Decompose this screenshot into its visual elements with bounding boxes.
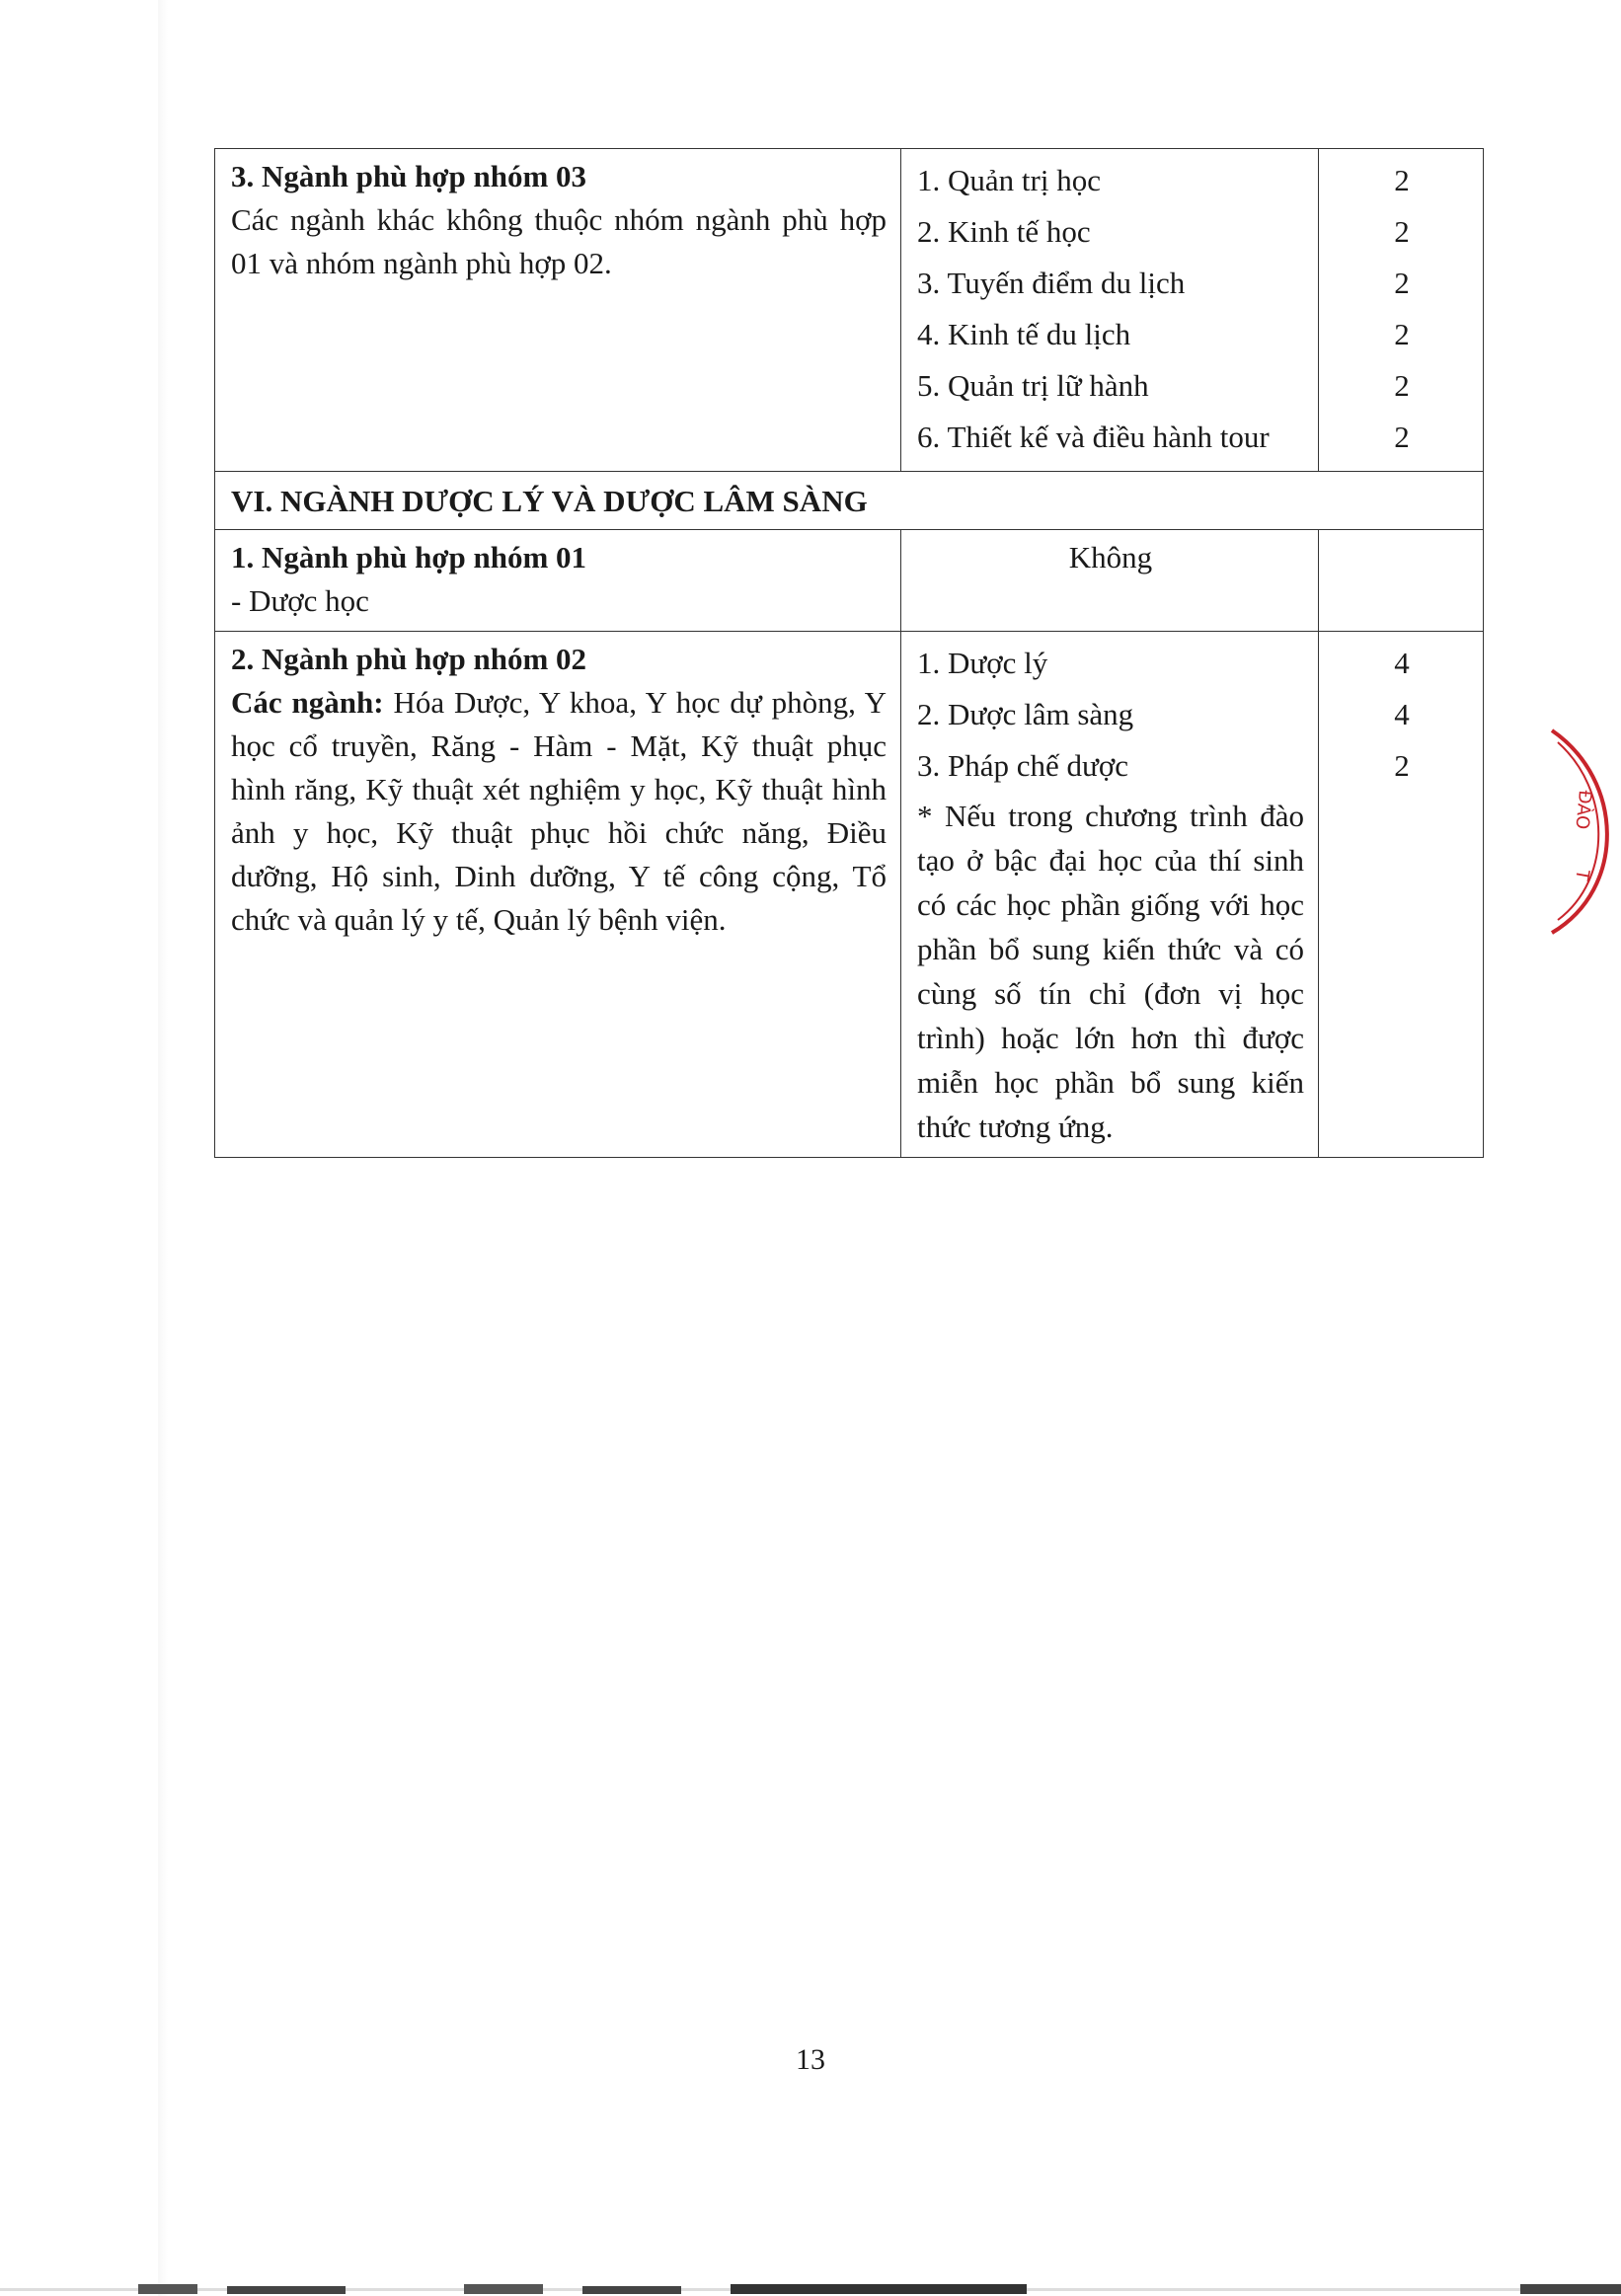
vi-group01-courses: Không (901, 530, 1319, 632)
vi-group02-title: 2. Ngành phù hợp nhóm 02 (231, 642, 587, 676)
course-requirements-table (214, 148, 1484, 1158)
credit-value: 4 (1394, 697, 1410, 731)
group03-desc: Các ngành khác không thuộc nhóm ngành phù hợp 01 và nhóm ngành phù hợp 02. (231, 202, 887, 280)
vi-group02-credits (1319, 632, 1484, 1158)
credit-value: 2 (1394, 420, 1410, 454)
credit-value: 2 (1394, 368, 1410, 403)
vi-group01-item: - Dược học (231, 583, 369, 618)
page-edge-shadow (158, 0, 168, 2296)
table-row (215, 530, 1484, 632)
table-row (215, 632, 1484, 1158)
group03-cell (215, 149, 901, 472)
credit-value: 2 (1394, 317, 1410, 351)
svg-text:ĐÀO: ĐÀO (1571, 789, 1595, 831)
course-item: 4. Kinh tế du lịch (917, 317, 1131, 351)
group03-credits (1319, 149, 1484, 472)
svg-text:T: T (1571, 868, 1593, 882)
section-vi-title: VI. NGÀNH DƯỢC LÝ VÀ DƯỢC LÂM SÀNG (215, 472, 1484, 530)
vi-group02-label: Các ngành: (231, 685, 384, 720)
course-item: 2. Dược lâm sàng (917, 697, 1134, 731)
vi-group02-course-list (917, 638, 1304, 792)
vi-group02-cell (215, 632, 901, 1158)
course-item: 6. Thiết kế và điều hành tour (917, 420, 1270, 454)
course-item: 1. Quản trị học (917, 163, 1101, 197)
course-item: 2. Kinh tế học (917, 214, 1091, 249)
exemption-note: * Nếu trong chương trình đào tạo ở bậc đại học của thí sinh có các học phần giống với học phần bổ sung kiến thức và có cùng số tín chỉ (đơn vị học trình) hoặc lớn hơn thì được miễn học phần bổ sung kiến thức tương ứng. (917, 799, 1304, 1144)
red-seal-stamp (1550, 721, 1621, 938)
course-item: 3. Tuyến điểm du lịch (917, 266, 1186, 300)
page-number: 13 (796, 2043, 825, 2076)
vi-group02-desc (231, 681, 887, 942)
group03-courses (901, 149, 1319, 472)
vi-group01-title: 1. Ngành phù hợp nhóm 01 (231, 540, 587, 574)
vi-group02-majors: Hóa Dược, Y khoa, Y học dự phòng, Y học cổ truyền, Răng - Hàm - Mặt, Kỹ thuật phục hình răng, Kỹ thuật xét nghiệm y học, Kỹ thuật hình ảnh y học, Kỹ thuật phục hồi chức năng, Điều dưỡng, Hộ sinh, Dinh dưỡng, Y tế công cộng, Tổ chức và quản lý y tế, Quản lý bệnh viện. (231, 685, 887, 937)
table-row (215, 149, 1484, 472)
credit-value: 4 (1394, 646, 1410, 680)
scan-bottom-artifact (0, 2282, 1621, 2296)
course-item: 5. Quản trị lữ hành (917, 368, 1149, 403)
course-item: 3. Pháp chế dược (917, 748, 1128, 783)
course-item: 1. Dược lý (917, 646, 1048, 680)
credit-value: 2 (1394, 748, 1410, 783)
vi-group01-credits (1319, 530, 1484, 632)
table-row (215, 472, 1484, 530)
vi-group01-cell (215, 530, 901, 632)
credit-value: 2 (1394, 214, 1410, 249)
credit-value: 2 (1394, 266, 1410, 300)
credit-value: 2 (1394, 163, 1410, 197)
group03-title: 3. Ngành phù hợp nhóm 03 (231, 159, 587, 193)
vi-group02-courses (901, 632, 1319, 1158)
